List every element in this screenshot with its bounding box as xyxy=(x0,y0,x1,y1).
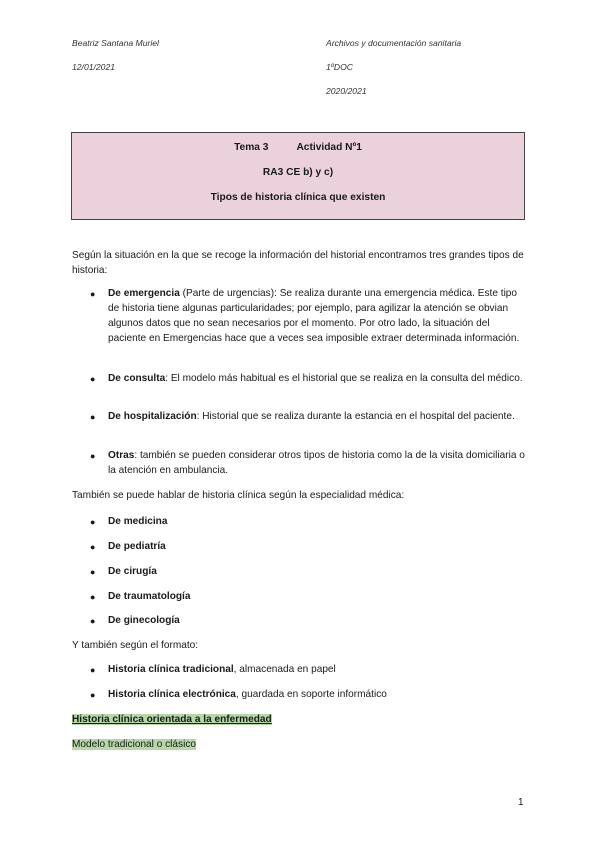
list-item xyxy=(108,514,528,529)
document-title: Tipos de historia clínica que existen xyxy=(210,192,386,203)
specialty-intro: También se puede hablar de historia clínica según la especialidad médica: xyxy=(72,490,405,501)
actividad-label: Actividad Nº1 xyxy=(296,142,362,153)
bullet-icon: ● xyxy=(90,289,96,299)
item-text: , almacenada en papel xyxy=(233,664,336,675)
item-text: : El modelo más habitual es el historial que se realiza en la consulta del médico. xyxy=(165,373,523,384)
list-item xyxy=(108,589,528,604)
ra-label: RA3 CE b) y c) xyxy=(262,167,334,178)
item-term: De traumatología xyxy=(108,591,191,602)
bullet-icon: ● xyxy=(90,451,96,461)
subheading-text: Modelo tradicional o clásico xyxy=(72,739,196,750)
format-intro: Y también según el formato: xyxy=(72,640,199,651)
bullet-icon: ● xyxy=(90,665,96,675)
list-item xyxy=(108,662,528,677)
item-text: : Historial que se realiza durante la estancia en el hospital del paciente. xyxy=(196,411,515,422)
bullet-icon: ● xyxy=(90,517,96,527)
item-term: De pediatría xyxy=(108,541,166,552)
list-item xyxy=(108,687,528,702)
bullet-icon: ● xyxy=(90,616,96,626)
item-term: De cirugía xyxy=(108,566,157,577)
list-item xyxy=(108,564,528,579)
item-text: (Parte de urgencias): Se realiza durante una emergencia médica. Este tipo de historia tiene algunas particularidades; por ejemplo, para agilizar la atención se obvian algunos datos que no sean necesarios por el momento. Por otro lado, la situación del paciente en Emergencias hace que a veces sea imposible extraer determinada información. xyxy=(108,288,520,344)
item-text: : también se pueden considerar otros tipos de historia como la de la visita domiciliaria o la atención en ambulancia. xyxy=(108,450,525,476)
bullet-icon: ● xyxy=(90,592,96,602)
bullet-icon: ● xyxy=(90,412,96,422)
author-name: Beatriz Santana Muriel xyxy=(72,38,159,48)
section-heading xyxy=(72,712,532,727)
list-item xyxy=(108,448,528,478)
document-date: 12/01/2021 xyxy=(72,62,116,72)
academic-year: 2020/2021 xyxy=(326,86,367,96)
bullet-icon: ● xyxy=(90,690,96,700)
course-name: 1ºDOC xyxy=(326,62,354,72)
bullet-icon: ● xyxy=(90,374,96,384)
item-term: De ginecología xyxy=(108,615,180,626)
page-number: 1 xyxy=(518,797,524,808)
item-term: De emergencia xyxy=(108,288,180,299)
item-term: Historia clínica tradicional xyxy=(108,664,234,675)
list-item xyxy=(108,613,528,628)
intro-paragraph: Según la situación en la que se recoge la información del historial encontramos tres grandes tipos de historia: xyxy=(72,250,524,276)
section-heading-text: Historia clínica orientada a la enfermedad xyxy=(72,714,272,725)
title-box xyxy=(71,132,525,220)
subheading xyxy=(72,737,532,752)
list-item xyxy=(108,286,528,346)
item-term: De consulta xyxy=(108,373,166,384)
item-term: De hospitalización xyxy=(108,411,197,422)
list-item xyxy=(108,539,528,554)
subject-name: Archivos y documentación sanitaria xyxy=(326,38,462,48)
list-item xyxy=(108,371,528,386)
item-text: , guardada en soporte informático xyxy=(235,689,387,700)
item-term: De medicina xyxy=(108,516,168,527)
tema-label: Tema 3 xyxy=(234,142,269,153)
bullet-icon: ● xyxy=(90,542,96,552)
list-item xyxy=(108,409,528,424)
bullet-icon: ● xyxy=(90,567,96,577)
item-term: Historia clínica electrónica xyxy=(108,689,236,700)
item-term: Otras xyxy=(108,450,135,461)
